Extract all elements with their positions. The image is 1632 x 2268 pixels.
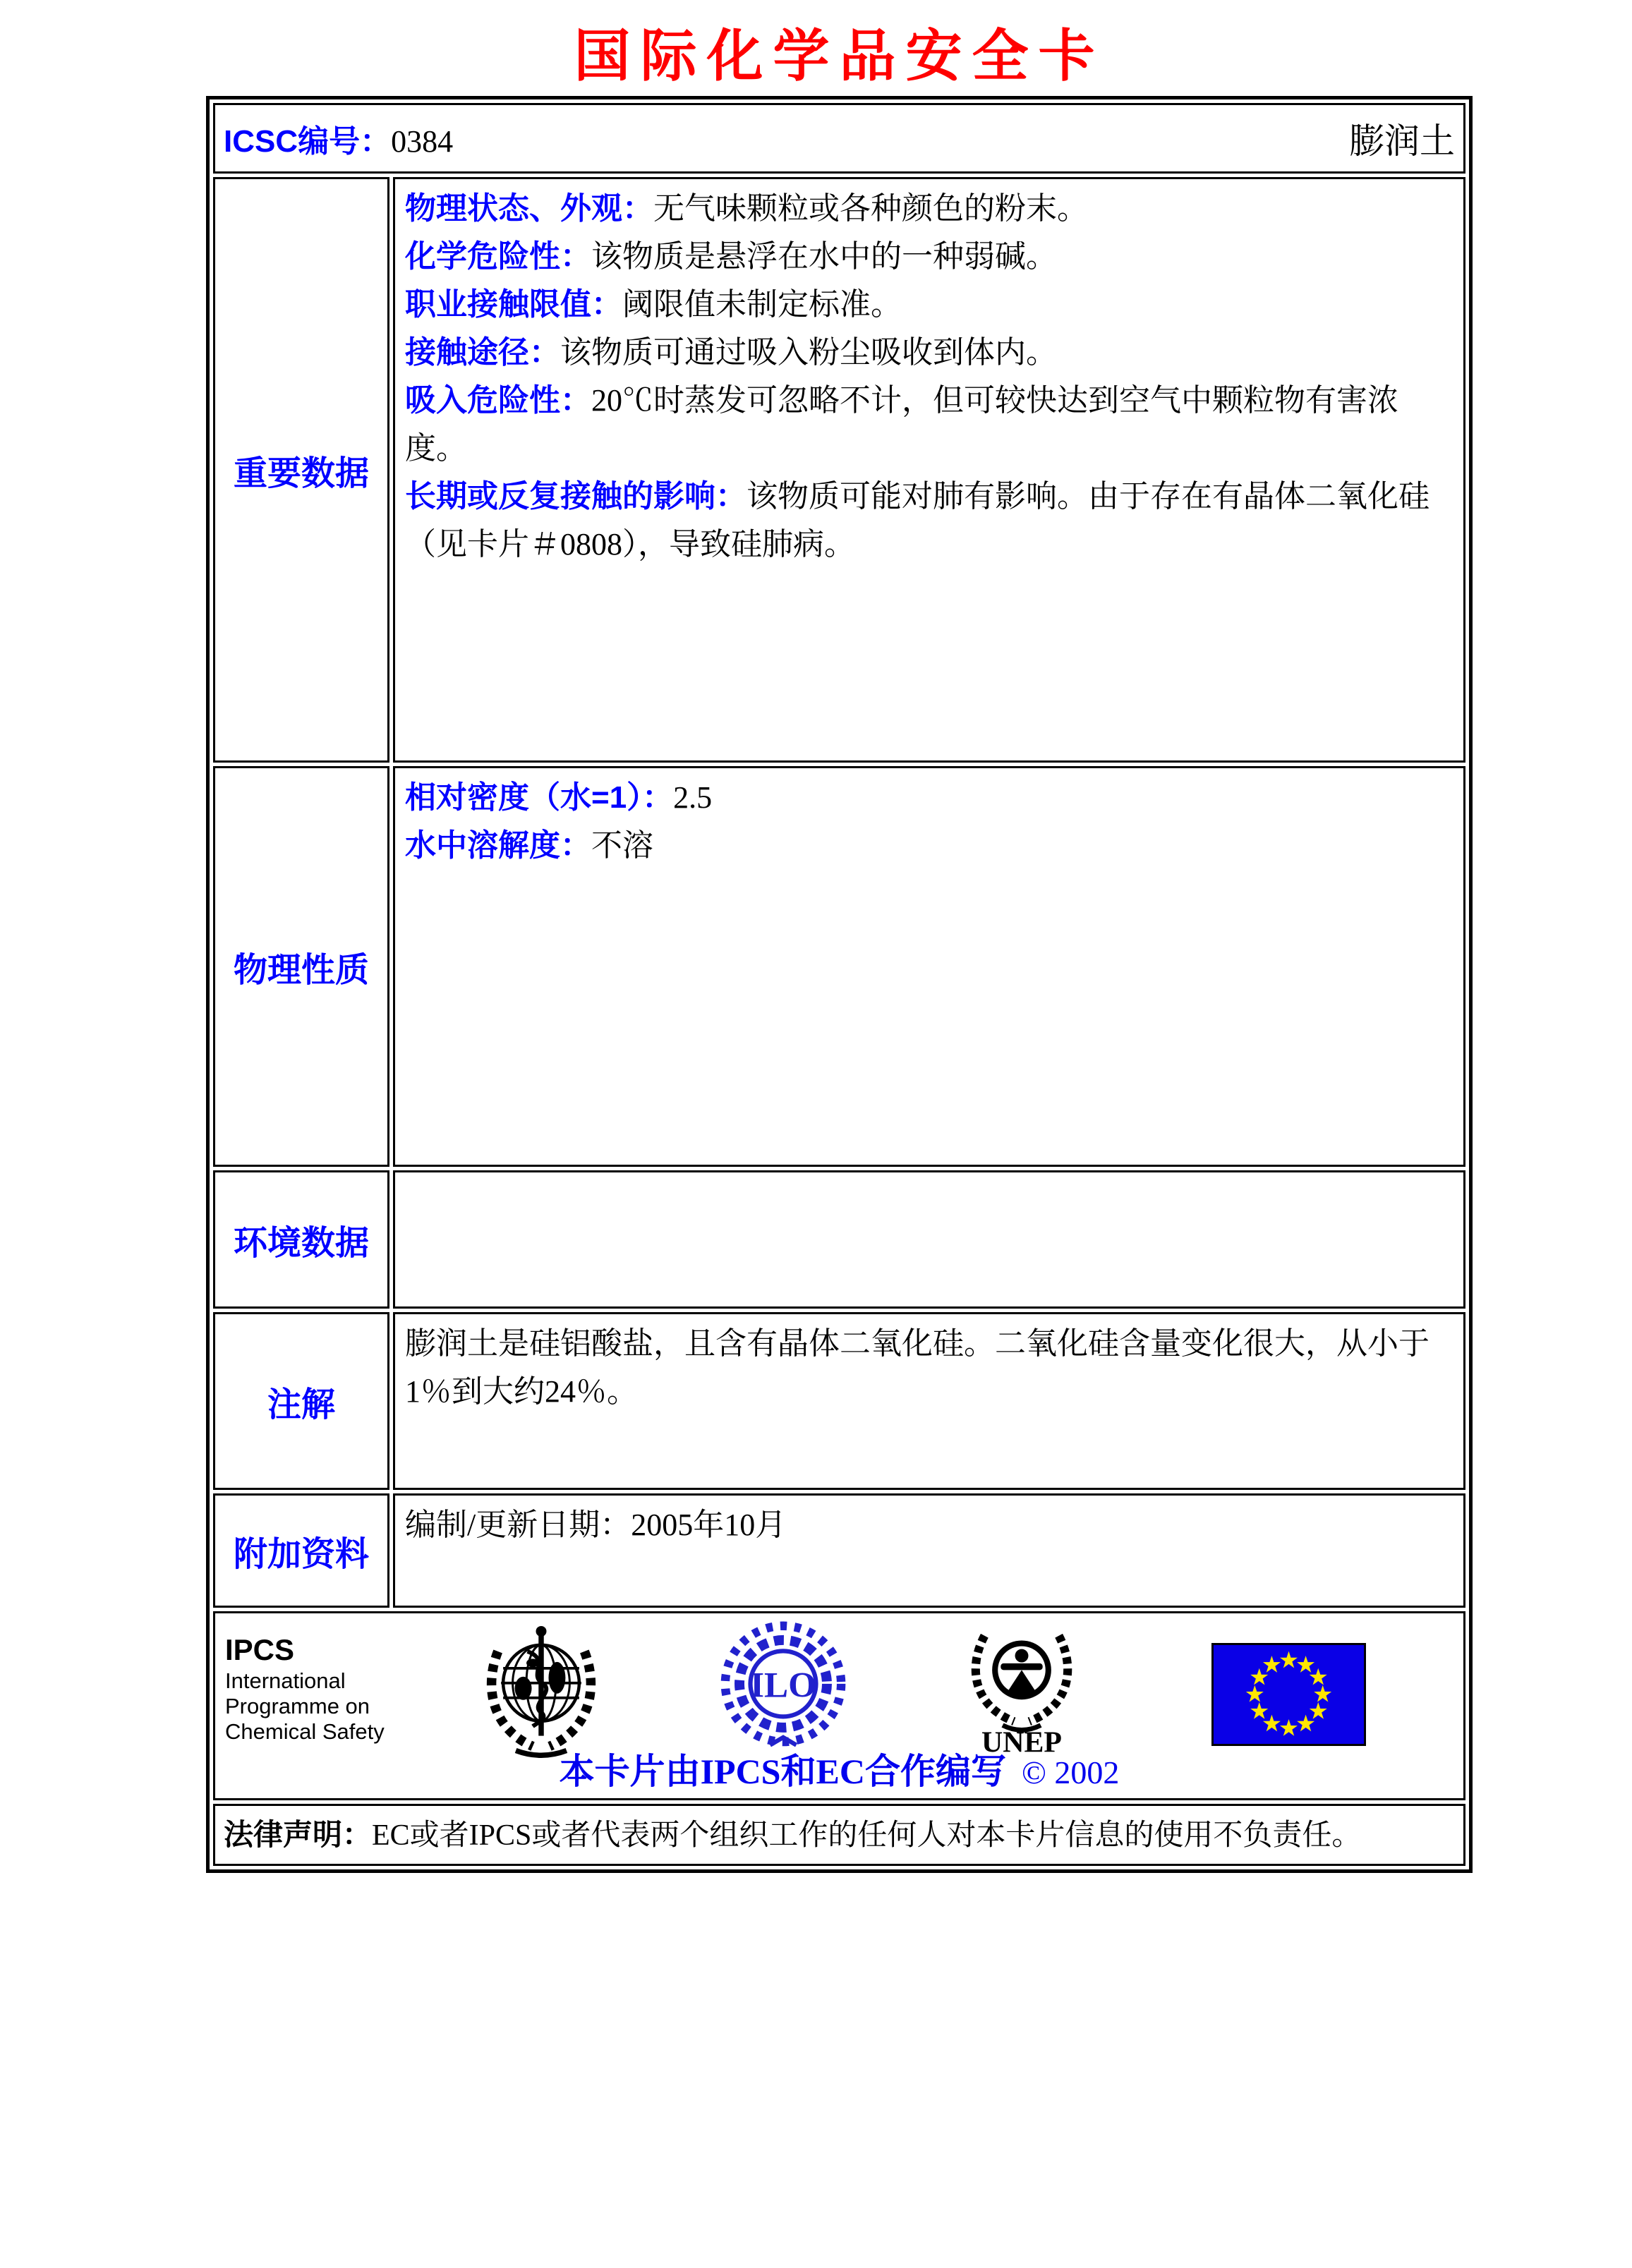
section-content-physical-properties — [393, 766, 1465, 1167]
ipcs-title: IPCS — [225, 1633, 295, 1666]
item-text: 编制/更新日期：2005年10月 — [405, 1508, 787, 1542]
unep-logo-icon — [965, 1620, 1079, 1756]
item-text: 2.5 — [673, 780, 713, 815]
data-item — [405, 377, 1452, 473]
ipcs-line: International — [225, 1668, 346, 1693]
item-label: 化学危险性： — [405, 239, 591, 274]
section-label-environmental-data: 环境数据 — [213, 1170, 389, 1309]
data-item — [405, 1501, 1452, 1549]
data-item — [405, 774, 1452, 822]
data-item — [405, 1320, 1452, 1416]
item-label: 物理状态、外观： — [405, 191, 653, 226]
footer-row — [213, 1611, 1465, 1800]
ipcs-line: Programme on — [225, 1694, 370, 1718]
item-text: 20℃时蒸发可忽略不计，但可较快达到空气中颗粒物有害浓度。 — [405, 383, 1398, 466]
who-logo-icon — [478, 1622, 605, 1760]
section-content-notes — [393, 1312, 1465, 1490]
header-cell — [213, 103, 1465, 174]
section-row-environmental-data — [213, 1170, 1465, 1309]
item-label: 水中溶解度： — [405, 828, 591, 863]
section-row-notes — [213, 1312, 1465, 1490]
data-item — [405, 329, 1452, 377]
unep-logo-text: UNEP — [981, 1726, 1062, 1756]
section-content-additional-info — [393, 1493, 1465, 1608]
icsc-number-label: ICSC编号： — [224, 124, 392, 159]
ipcs-block — [225, 1632, 385, 1745]
legal-cell — [213, 1804, 1465, 1866]
item-text: 无气味颗粒或各种颜色的粉末。 — [653, 191, 1088, 226]
copyright-text: © 2002 — [1021, 1754, 1120, 1790]
item-label: 职业接触限值： — [405, 287, 622, 322]
data-item — [405, 281, 1452, 329]
item-text: 阈限值未制定标准。 — [622, 287, 902, 322]
item-label: 长期或反复接触的影响： — [405, 479, 747, 514]
ilo-logo-text: ILO — [750, 1665, 816, 1706]
section-row-physical-properties — [213, 766, 1465, 1167]
item-text: 该物质可能对肺有影响。由于存在有晶体二氧化硅（见卡片＃0808），导致硅肺病。 — [405, 479, 1429, 562]
item-text: 膨润土是硅铝酸盐，且含有晶体二氧化硅。二氧化硅含量变化很大，从小于1％到大约24％。 — [405, 1326, 1429, 1409]
eu-flag-icon — [1211, 1643, 1366, 1746]
item-text: 不溶 — [591, 828, 653, 863]
data-item — [405, 185, 1452, 233]
footer-caption-text: 本卡片由IPCS和EC合作编写 — [559, 1752, 1006, 1791]
item-text: 该物质是悬浮在水中的一种弱碱。 — [591, 239, 1057, 274]
section-content-important-data — [393, 177, 1465, 763]
ipcs-line: Chemical Safety — [225, 1719, 385, 1744]
icsc-number — [224, 116, 453, 161]
data-item — [405, 822, 1452, 870]
footer-caption — [215, 1743, 1463, 1794]
section-label-physical-properties: 物理性质 — [213, 766, 389, 1167]
data-item — [405, 233, 1452, 281]
header-row — [213, 103, 1465, 174]
section-label-notes: 注解 — [213, 1312, 389, 1490]
footer-cell — [213, 1611, 1465, 1800]
item-text: 该物质可通过吸入粉尘吸收到体内。 — [560, 335, 1057, 370]
legal-text: EC或者IPCS或者代表两个组织工作的任何人对本卡片信息的使用不负责任。 — [372, 1819, 1362, 1852]
legal-row — [213, 1804, 1465, 1866]
icsc-card-table — [206, 96, 1473, 1873]
ilo-logo-icon — [718, 1620, 849, 1752]
item-label: 接触途径： — [405, 335, 560, 370]
data-item — [405, 473, 1452, 569]
section-label-important-data: 重要数据 — [213, 177, 389, 763]
section-row-important-data — [213, 177, 1465, 763]
item-label: 吸入危险性： — [405, 383, 591, 418]
icsc-number-value: 0384 — [391, 124, 454, 159]
legal-label: 法律声明： — [224, 1817, 373, 1851]
chemical-name: 膨润土 — [1349, 121, 1455, 161]
page-title: 国际化学品安全卡 — [574, 25, 1105, 87]
section-row-additional-info — [213, 1493, 1465, 1608]
section-label-additional-info: 附加资料 — [213, 1493, 389, 1608]
section-content-environmental-data — [393, 1170, 1465, 1309]
item-label: 相对密度（水=1）： — [405, 780, 674, 815]
